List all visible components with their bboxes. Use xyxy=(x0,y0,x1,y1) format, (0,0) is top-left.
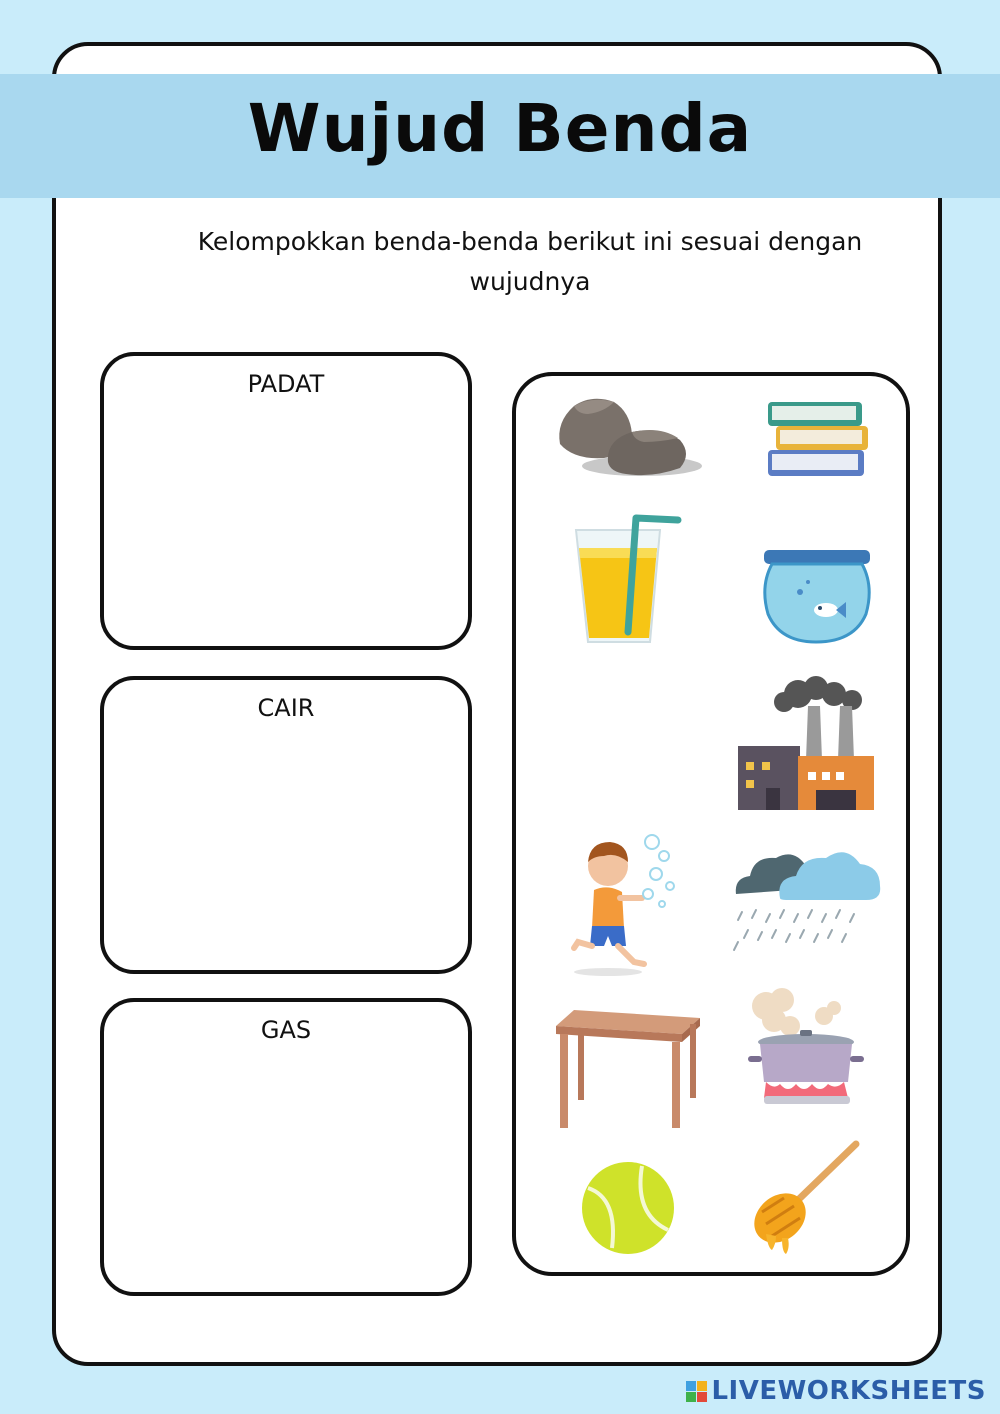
rocks-image[interactable] xyxy=(552,392,704,484)
rain-clouds-image[interactable] xyxy=(730,838,882,952)
drop-box-padat[interactable] xyxy=(100,352,472,650)
instruction-text: Kelompokkan benda-benda berikut ini sesuai dengan wujudnya xyxy=(197,227,863,296)
category-label-gas: GAS xyxy=(260,1016,312,1044)
tennis-ball-image[interactable] xyxy=(578,1158,678,1258)
fishbowl-image[interactable] xyxy=(758,546,876,646)
boiling-pot-image[interactable] xyxy=(744,986,868,1110)
brand-text: LIVEWORKSHEETS xyxy=(711,1376,986,1406)
honey-dipper-image[interactable] xyxy=(748,1138,862,1258)
books-image[interactable] xyxy=(764,396,872,482)
page-title: Wujud Benda xyxy=(247,90,753,167)
factory-smoke-image[interactable] xyxy=(736,676,876,810)
table-image[interactable] xyxy=(554,1008,702,1130)
orange-juice-image[interactable] xyxy=(570,512,688,646)
brand-mark-icon xyxy=(686,1381,707,1402)
brand-logo xyxy=(686,1376,986,1406)
drop-box-cair[interactable] xyxy=(100,676,472,974)
boy-bubbles-image[interactable] xyxy=(568,830,680,976)
category-label-cair: CAIR xyxy=(257,694,315,722)
category-label-padat: PADAT xyxy=(247,370,325,398)
drop-box-gas[interactable] xyxy=(100,998,472,1296)
